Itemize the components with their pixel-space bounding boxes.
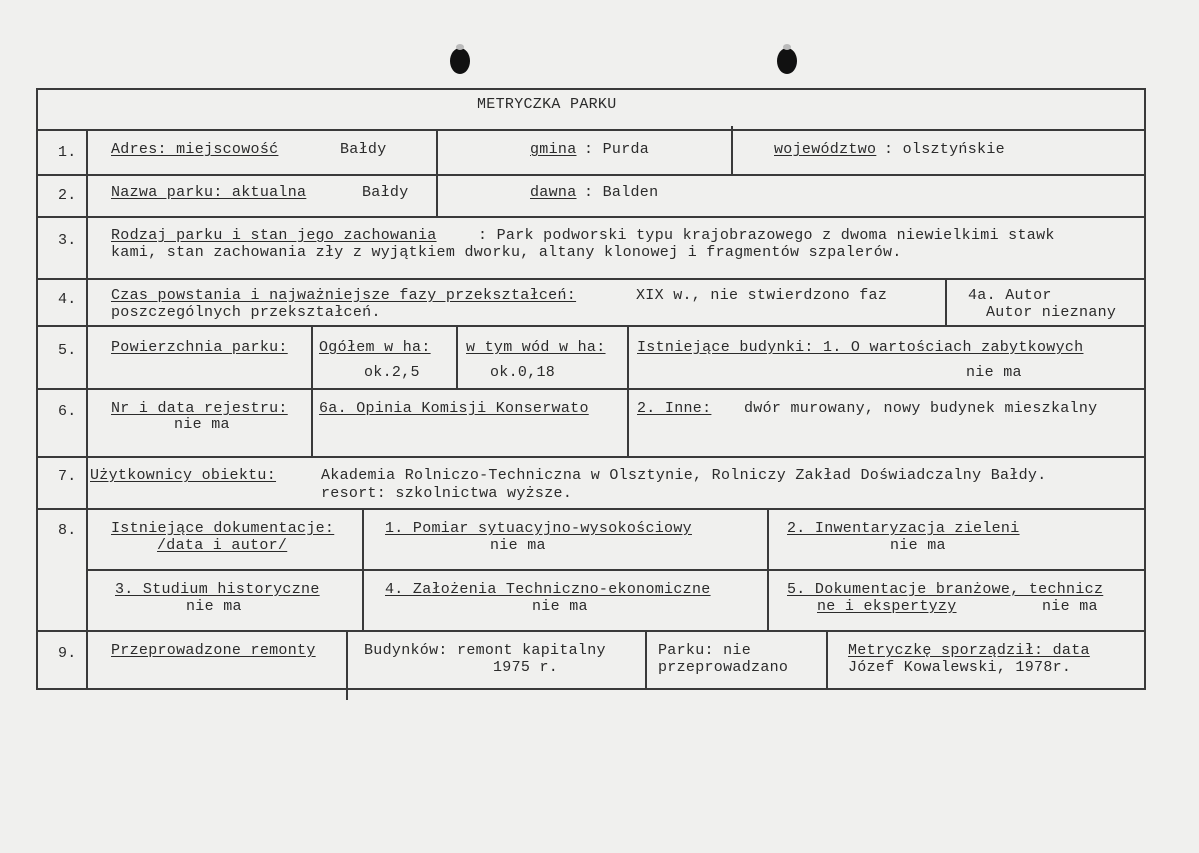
row-divider <box>36 630 1146 632</box>
table-border-right <box>1144 88 1146 690</box>
water-area-value: ok.0,18 <box>490 364 556 381</box>
doc-branch-label-line1: 5. Dokumentacje branżowe, technicz <box>787 581 1104 598</box>
park-type-text-line2: kami, stan zachowania zły z wyjątkiem dworku, altany klonowej i fragmentów szpalerów. <box>111 244 902 261</box>
cell-divider <box>627 325 629 456</box>
author-label: 4a. Autor <box>968 287 1052 304</box>
cell-divider <box>362 508 364 630</box>
gmina-label: gmina <box>530 141 577 158</box>
row-number: 4. <box>58 291 77 308</box>
documentation-label-line1: Istniejące dokumentacje: <box>111 520 335 537</box>
park-name-label: Nazwa parku: aktualna <box>111 184 307 201</box>
row-divider <box>36 456 1146 458</box>
faded-archive-stamp <box>1168 90 1194 510</box>
doc-greenery-label: 2. Inwentaryzacja zieleni <box>787 520 1020 537</box>
doc-branch-label-line2: ne i ekspertyzy <box>817 598 957 615</box>
park-type-label: Rodzaj parku i stan jego zachowania <box>111 227 437 244</box>
repairs-label: Przeprowadzone remonty <box>111 642 316 659</box>
author-value: Autor nieznany <box>986 304 1117 321</box>
row-number: 7. <box>58 468 77 485</box>
row-number: 1. <box>58 144 77 161</box>
row-divider <box>36 388 1146 390</box>
repairs-buildings-label: Budynków: remont kapitalny <box>364 642 606 659</box>
repairs-park-label: Parku: nie <box>658 642 752 659</box>
park-type-text-line1: : Park podworski typu krajobrazowego z dwoma niewielkimi stawk <box>478 227 1055 244</box>
row-divider <box>36 174 1146 176</box>
voivodeship-value: : olsztyńskie <box>884 141 1005 158</box>
former-name-label: dawna <box>530 184 577 201</box>
doc-technical-economic-label: 4. Założenia Techniczno-ekonomiczne <box>385 581 711 598</box>
existing-buildings-label: Istniejące budynki: 1. O wartościach zabytkowych <box>637 339 1084 356</box>
cell-divider <box>311 325 313 456</box>
history-label: Czas powstania i najważniejsze fazy przekształceń: <box>111 287 577 304</box>
cell-divider <box>767 508 769 630</box>
voivodeship-label: województwo <box>774 141 877 158</box>
table-border-bottom <box>36 688 1146 690</box>
gmina-value: : Purda <box>584 141 650 158</box>
row-number: 2. <box>58 187 77 204</box>
register-value: nie ma <box>174 416 230 433</box>
doc-history-study-value: nie ma <box>186 598 242 615</box>
history-text-line1: XIX w., nie stwierdzono faz <box>636 287 888 304</box>
row-divider <box>86 569 1146 571</box>
other-buildings-label: 2. Inne: <box>637 400 712 417</box>
sheet-title: METRYCZKA PARKU <box>477 96 617 113</box>
table-border-left <box>36 88 38 690</box>
total-area-value: ok.2,5 <box>364 364 420 381</box>
cell-divider <box>456 325 458 388</box>
address-value: Bałdy <box>340 141 387 158</box>
number-column-divider <box>86 129 88 690</box>
doc-history-study-label: 3. Studium historyczne <box>115 581 320 598</box>
cell-divider <box>645 630 647 688</box>
register-label: Nr i data rejestru: <box>111 400 288 417</box>
documentation-label-line2: /data i autor/ <box>157 537 288 554</box>
area-label: Powierzchnia parku: <box>111 339 288 356</box>
address-label: Adres: miejscowość <box>111 141 279 158</box>
cell-divider <box>826 630 828 688</box>
existing-buildings-value: nie ma <box>966 364 1022 381</box>
row-divider <box>36 325 1146 327</box>
cell-divider <box>945 278 947 325</box>
cell-divider <box>346 630 348 700</box>
history-text-line2: poszczególnych przekształceń. <box>111 304 381 321</box>
doc-branch-value: nie ma <box>1042 598 1098 615</box>
water-area-label: w tym wód w ha: <box>466 339 606 356</box>
repairs-buildings-value: 1975 r. <box>493 659 559 676</box>
row-divider <box>36 129 1146 131</box>
row-number: 9. <box>58 645 77 662</box>
punch-hole-left <box>450 48 470 74</box>
users-label: Użytkownicy obiektu: <box>90 467 277 484</box>
row-divider <box>36 508 1146 510</box>
row-number: 3. <box>58 232 77 249</box>
doc-greenery-value: nie ma <box>890 537 946 554</box>
park-name-value: Bałdy <box>362 184 409 201</box>
row-divider <box>36 278 1146 280</box>
users-text-line2: resort: szkolnictwa wyższe. <box>321 485 573 502</box>
table-border-top <box>36 88 1146 90</box>
compiled-by-label: Metryczkę sporządził: data <box>848 642 1090 659</box>
cell-divider <box>436 129 438 216</box>
doc-survey-label: 1. Pomiar sytuacyjno-wysokościowy <box>385 520 692 537</box>
total-area-label: Ogółem w ha: <box>319 339 431 356</box>
former-name-value: : Balden <box>584 184 659 201</box>
row-number: 5. <box>58 342 77 359</box>
doc-technical-economic-value: nie ma <box>532 598 588 615</box>
repairs-park-value: przeprowadzano <box>658 659 789 676</box>
row-number: 6. <box>58 403 77 420</box>
row-divider <box>36 216 1146 218</box>
doc-survey-value: nie ma <box>490 537 546 554</box>
compiled-by-value: Józef Kowalewski, 1978r. <box>848 659 1072 676</box>
other-buildings-value: dwór murowany, nowy budynek mieszkalny <box>744 400 1098 417</box>
users-text-line1: Akademia Rolniczo-Techniczna w Olsztynie, Rolniczy Zakład Doświadczalny Bałdy. <box>321 467 1047 484</box>
punch-hole-right <box>777 48 797 74</box>
row-number: 8. <box>58 522 77 539</box>
cell-divider <box>731 126 733 174</box>
conservation-opinion-label: 6a. Opinia Komisji Konserwato <box>319 400 589 417</box>
